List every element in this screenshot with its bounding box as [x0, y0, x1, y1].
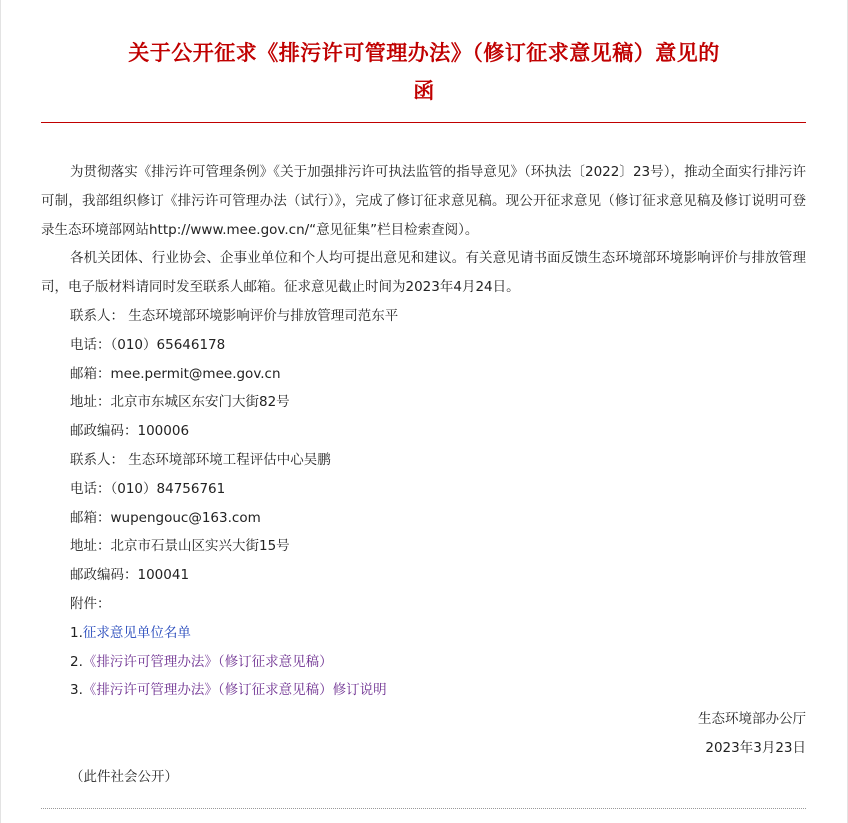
contact-email-value: wupengouc@163.com [110, 509, 261, 526]
title-divider [41, 122, 806, 123]
page-title-line-1: 关于公开征求《排污许可管理办法》（修订征求意见稿）意见的 [128, 41, 720, 65]
document-body [41, 158, 806, 792]
issuer: 生态环境部办公厅 [698, 711, 806, 728]
contact-postcode-value: 100041 [137, 567, 190, 584]
contact-phone-1 [41, 331, 806, 360]
contact-address-2 [41, 532, 806, 561]
contact-email-value: mee.permit@mee.gov.cn [110, 365, 281, 382]
contact-phone-2 [41, 475, 806, 504]
contact-address-value: 北京市东城区东安门大街82号 [110, 394, 290, 411]
page-title [60, 34, 788, 110]
contact-address-label: 地址： [70, 394, 111, 411]
contact-email-1 [41, 360, 806, 389]
contact-phone-label: 电话： [70, 480, 111, 497]
contact-postcode-2 [41, 561, 806, 590]
contact-phone-label: 电话： [70, 336, 111, 353]
contact-postcode-label: 邮政编码： [70, 567, 138, 584]
disclosure-note: （此件社会公开） [70, 768, 178, 785]
attachment-link-revision-notes[interactable]: 《排污许可管理办法》（修订征求意见稿）修订说明 [82, 682, 387, 699]
attachment-item-2 [41, 648, 806, 677]
paragraph-feedback: 各机关团体、行业协会、企事业单位和个人均可提出意见和建议。有关意见请书面反馈生态环境部环境影响评价与排放管理司，电子版材料请同时发至联系人邮箱。征求意见截止时间为2023年4月24日。 [41, 250, 806, 296]
contact-phone-value: （010）65646178 [110, 336, 226, 353]
contact-postcode-label: 邮政编码： [70, 423, 138, 440]
attachment-number: 3. [70, 682, 83, 699]
attachment-link-draft[interactable]: 《排污许可管理办法》（修订征求意见稿） [82, 653, 333, 670]
paragraph-intro: 为贯彻落实《排污许可管理条例》《关于加强排污许可执法监管的指导意见》（环执法〔2022〕23号），推动全面实行排污许可制，我部组织修订《排污许可管理办法（试行）》，完成了修订征求意见稿。现公开征求意见（修订征求意见稿及修订说明可登录生态环境部网站http://www.mee.gov.cn/“意见征集”栏目检索查阅）。 [41, 164, 806, 238]
contact-person-value: 生态环境部环境影响评价与排放管理司范东平 [128, 307, 399, 324]
contact-person-label: 联系人： [70, 451, 124, 468]
attachment-item-3 [41, 676, 806, 705]
attachment-number: 1. [70, 624, 83, 641]
contact-email-label: 邮箱： [70, 509, 111, 526]
contact-person-value: 生态环境部环境工程评估中心吴鹏 [128, 451, 331, 468]
attachment-number: 2. [70, 653, 83, 670]
page-title-line-2: 函 [413, 79, 435, 103]
contact-address-1 [41, 388, 806, 417]
contact-address-label: 地址： [70, 538, 111, 555]
contact-person-1 [41, 302, 806, 331]
contact-phone-value: （010）84756761 [110, 480, 226, 497]
contact-person-2 [41, 446, 806, 475]
contact-postcode-1 [41, 417, 806, 446]
contact-email-2 [41, 504, 806, 533]
bottom-divider [41, 808, 806, 809]
contact-address-value: 北京市石景山区实兴大街15号 [110, 538, 290, 555]
attachment-link-unit-list[interactable]: 征求意见单位名单 [82, 624, 191, 641]
contact-person-label: 联系人： [70, 307, 124, 324]
attachments-label: 附件： [70, 595, 111, 612]
issue-date: 2023年3月23日 [705, 739, 806, 756]
attachment-item-1 [41, 619, 806, 648]
contact-postcode-value: 100006 [137, 423, 190, 440]
contact-email-label: 邮箱： [70, 365, 111, 382]
